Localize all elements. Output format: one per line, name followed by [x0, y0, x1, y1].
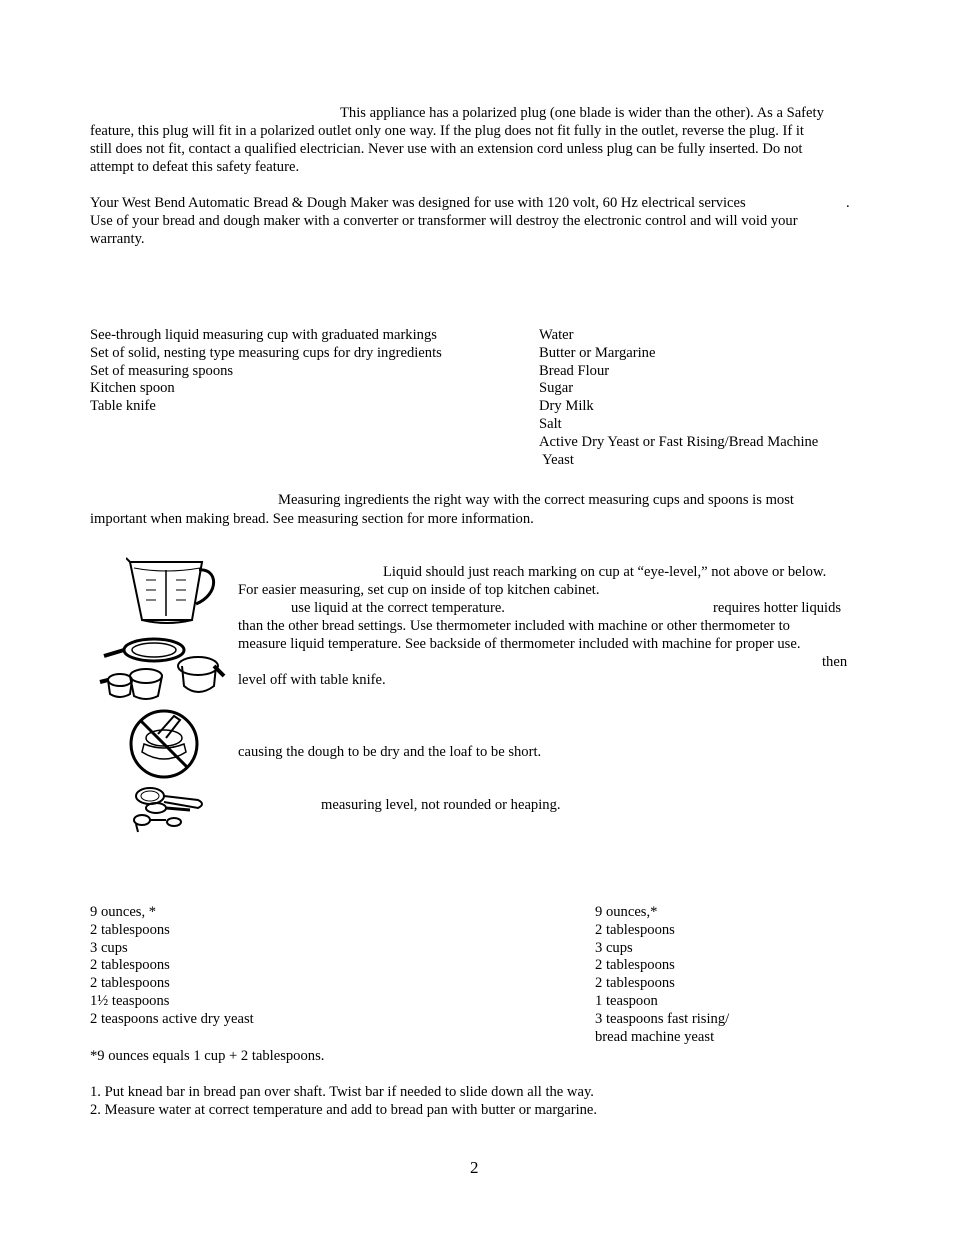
recipe-left-item: 1½ teaspoons: [90, 992, 170, 1009]
liquid-line-5: measure liquid temperature. See backside of thermometer included with machine for proper use.: [238, 636, 801, 652]
recipe-right-list: [595, 904, 729, 1046]
measuring-intro-line-2: important when making bread. See measuring section for more information.: [90, 511, 534, 527]
recipe-left-item: 3 cups: [90, 939, 128, 956]
equipment-item: Set of measuring spoons: [90, 362, 234, 379]
equipment-item: See-through liquid measuring cup with graduated markings: [90, 327, 437, 343]
recipe-left-item: 2 teaspoons active dry yeast: [90, 1010, 254, 1027]
ingredient-item: Active Dry Yeast or Fast Rising/Bread Machine: [539, 433, 819, 450]
liquid-line-3a: use liquid at the correct temperature.: [291, 600, 505, 616]
liquid-line-3b: requires hotter liquids: [713, 600, 842, 616]
recipe-right-item: 3 teaspoons fast rising/: [595, 1010, 730, 1027]
liquid-line-6: then: [822, 654, 848, 670]
liquid-line-2: For easier measuring, set cup on inside of top kitchen cabinet.: [238, 582, 600, 598]
ingredient-item: Salt: [539, 415, 562, 432]
safety-line-3: still does not fit, contact a qualified electrician. Never use with an extension cord unless plug can be fully inserted. Do not: [90, 141, 803, 157]
equipment-list: [90, 327, 442, 416]
recipe-right-item: 2 tablespoons: [595, 957, 675, 974]
safety-line-2: feature, this plug will fit in a polarized outlet only one way. If the plug does not fit fully in the outlet, reverse the plug. If it: [90, 123, 804, 139]
no-scoop-icon: [128, 708, 200, 780]
measuring-cup-icon: [126, 554, 222, 626]
recipe-right-item: 1 teaspoon: [595, 992, 658, 1009]
measuring-intro-line-1: Measuring ingredients the right way with the correct measuring cups and spoons is most: [278, 492, 794, 508]
recipe-right-item: 2 tablespoons: [595, 975, 675, 992]
equipment-item: Kitchen spoon: [90, 380, 175, 397]
flour-line: causing the dough to be dry and the loaf to be short.: [238, 744, 542, 760]
liquid-line-1: Liquid should just reach marking on cup at “eye-level,” not above or below.: [383, 564, 827, 580]
ingredient-item: Water: [539, 327, 574, 343]
nesting-cups-icon: [98, 636, 228, 706]
recipe-left-item: 9 ounces, *: [90, 904, 157, 920]
step-2: 2. Measure water at correct temperature and add to bread pan with butter or margarine.: [90, 1102, 598, 1118]
recipe-right-item: bread machine yeast: [595, 1028, 715, 1045]
ingredient-item: Yeast: [539, 451, 574, 468]
recipe-left-list: [90, 904, 254, 1029]
electrical-line-3: warranty.: [90, 231, 145, 247]
recipe-left-item: 2 tablespoons: [90, 975, 170, 992]
equipment-item: Table knife: [90, 398, 156, 415]
measuring-spoons-icon: [128, 784, 210, 834]
safety-line-4: attempt to defeat this safety feature.: [90, 159, 300, 175]
spoons-line: measuring level, not rounded or heaping.: [321, 797, 561, 813]
electrical-line-1: Your West Bend Automatic Bread & Dough Maker was designed for use with 120 volt, 60 Hz electrical services: [90, 195, 746, 211]
page-number: 2: [470, 1158, 479, 1177]
electrical-line-2: Use of your bread and dough maker with a converter or transformer will destroy the electronic control and will void your: [90, 213, 798, 229]
footnote: *9 ounces equals 1 cup + 2 tablespoons.: [90, 1048, 325, 1064]
ingredient-item: Dry Milk: [539, 398, 594, 415]
liquid-line-4: than the other bread settings. Use thermometer included with machine or other thermometer to: [238, 618, 790, 634]
recipe-right-item: 9 ounces,*: [595, 904, 658, 920]
ingredient-item: Bread Flour: [539, 362, 610, 379]
ingredient-item: Sugar: [539, 380, 574, 397]
safety-line-1: This appliance has a polarized plug (one blade is wider than the other). As a Safety: [340, 105, 824, 121]
recipe-right-item: 2 tablespoons: [595, 921, 675, 938]
ingredient-item: Butter or Margarine: [539, 344, 656, 361]
liquid-line-7: level off with table knife.: [238, 672, 386, 688]
recipe-left-item: 2 tablespoons: [90, 957, 170, 974]
ingredients-list: [539, 327, 818, 469]
equipment-item: Set of solid, nesting type measuring cups for dry ingredients: [90, 344, 442, 361]
step-1: 1. Put knead bar in bread pan over shaft. Twist bar if needed to slide down all the way.: [90, 1084, 594, 1100]
recipe-left-item: 2 tablespoons: [90, 921, 170, 938]
recipe-right-item: 3 cups: [595, 939, 633, 956]
electrical-period: .: [846, 195, 850, 211]
